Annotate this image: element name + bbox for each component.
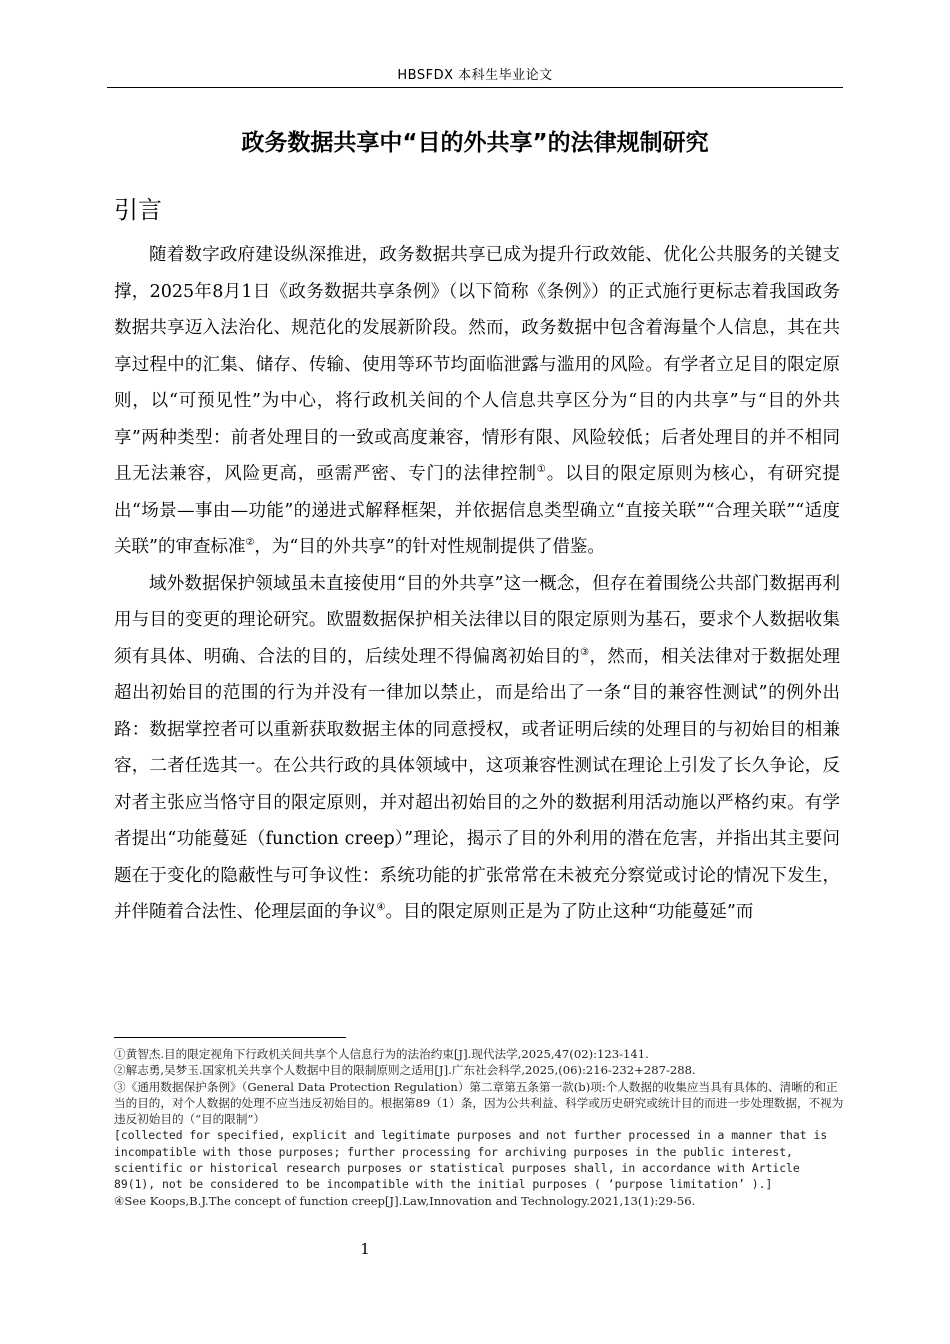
footnote-2: ②解志勇,吴梦玉.国家机关共享个人数据中目的限制原则之适用[J].广东社会科学,2025,(06):216-232+287-288. (114, 1063, 696, 1078)
body-text (114, 237, 840, 931)
paragraph-1-part-b: 。以目的限定原则为核心，有研究提出“场景—事由—功能”的递进式解释框架，并依据信息类型确立“直接关联”“合理关联”“适度关联”的审查标准 (114, 464, 841, 557)
paragraph-2-part-a: 域外数据保护领域虽未直接使用“目的外共享”这一概念，但存在着围绕公共部门数据再利用与目的变更的理论研究。欧盟数据保护相关法律以目的限定原则为基石，要求个人数据收集须有具体、明确、合法的目的，后续处理不得偏离初始目的 (114, 573, 840, 667)
paragraph-1-part-c: ，为“目的外共享”的针对性规制提供了借鉴。 (254, 537, 605, 557)
footnote-separator (114, 1037, 346, 1038)
paragraph-1 (114, 237, 840, 566)
footnote-marker-4[interactable]: ④ (376, 902, 386, 914)
page-number: 1 (360, 1240, 370, 1258)
footnote-3: ③《通用数据保护条例》（General Data Protection Regulation）第二章第五条第一款(b)项:个人数据的收集应当具有具体的、清晰的和正当的目的，对个人数据的处理不应当违反初始目的。根据第89（1）条，因为公共利益、科学或历史研究或统计目的而进一步处理数据，不视为违反初始目的（“目的限制”） (114, 1079, 844, 1127)
header-rule (107, 87, 843, 88)
footnote-4: ④See Koops,B.J.The concept of function creep[J].Law,Innovation and Technology.2021,13(1):29-56. (114, 1193, 696, 1208)
footnote-1: ①黄智杰.目的限定视角下行政机关间共享个人信息行为的法治约束[J].现代法学,2025,47(02):123-141. (114, 1047, 649, 1061)
footnote-marker-1[interactable]: ① (536, 464, 547, 476)
running-header: HBSFDX 本科生毕业论文 (397, 68, 553, 83)
paragraph-2 (114, 566, 840, 931)
paper-title: 政务数据共享中“目的外共享”的法律规制研究 (241, 130, 709, 156)
paragraph-2-part-b: ，然而，相关法律对于数据处理超出初始目的范围的行为并没有一律加以禁止，而是给出了一条“目的兼容性测试”的例外出路：数据掌控者可以重新获取数据主体的同意授权，或者证明后续的处理目的与初始目的相兼容，二者任选其一。在公共行政的具体领域中，这项兼容性测试在理论上引发了长久争论，反对者主张应当恪守目的限定原则，并对超出初始目的之外的数据利用活动施以严格约束。有学者提出“功能蔓延（function creep）”理论，揭示了目的外利用的潜在危害，并指出其主要问题在于变化的隐蔽性与可争议性：系统功能的扩张常常在未被充分察觉或讨论的情况下发生，并伴随着合法性、伦理层面的争议 (114, 646, 841, 922)
footnotes (114, 1046, 844, 1209)
section-heading: 引言 (114, 196, 162, 224)
footnote-marker-2[interactable]: ② (245, 537, 255, 549)
footnote-3-english: [collected for specified, explicit and legitimate purposes and not further processed in a manner that is incompatible with those purposes; further processing for archiving purposes in the public interest, scientific or historical research purposes or statistical purposes shall, in accordance with Article 89(1), not be considered to be incompatible with the initial purposes ( ‘purpose limitation’ ).] (114, 1128, 828, 1192)
paragraph-2-part-c: 。目的限定原则正是为了防止这种“功能蔓延”而 (385, 902, 754, 922)
paragraph-1-part-a: 随着数字政府建设纵深推进，政务数据共享已成为提升行政效能、优化公共服务的关键支撑，2025年8月1日《政务数据共享条例》（以下简称《条例》）的正式施行更标志着我国政务数据共享迈入法治化、规范化的发展新阶段。然而，政务数据中包含着海量个人信息，其在共享过程中的汇集、储存、传输、使用等环节均面临泄露与滥用的风险。有学者立足目的限定原则，以“可预见性”为中心，将行政机关间的个人信息共享区分为“目的内共享”与“目的外共享”两种类型：前者处理目的一致或高度兼容，情形有限、风险较低；后者处理目的并不相同且无法兼容，风险更高，亟需严密、专门的法律控制 (114, 245, 840, 484)
footnote-marker-3[interactable]: ③ (580, 646, 590, 658)
